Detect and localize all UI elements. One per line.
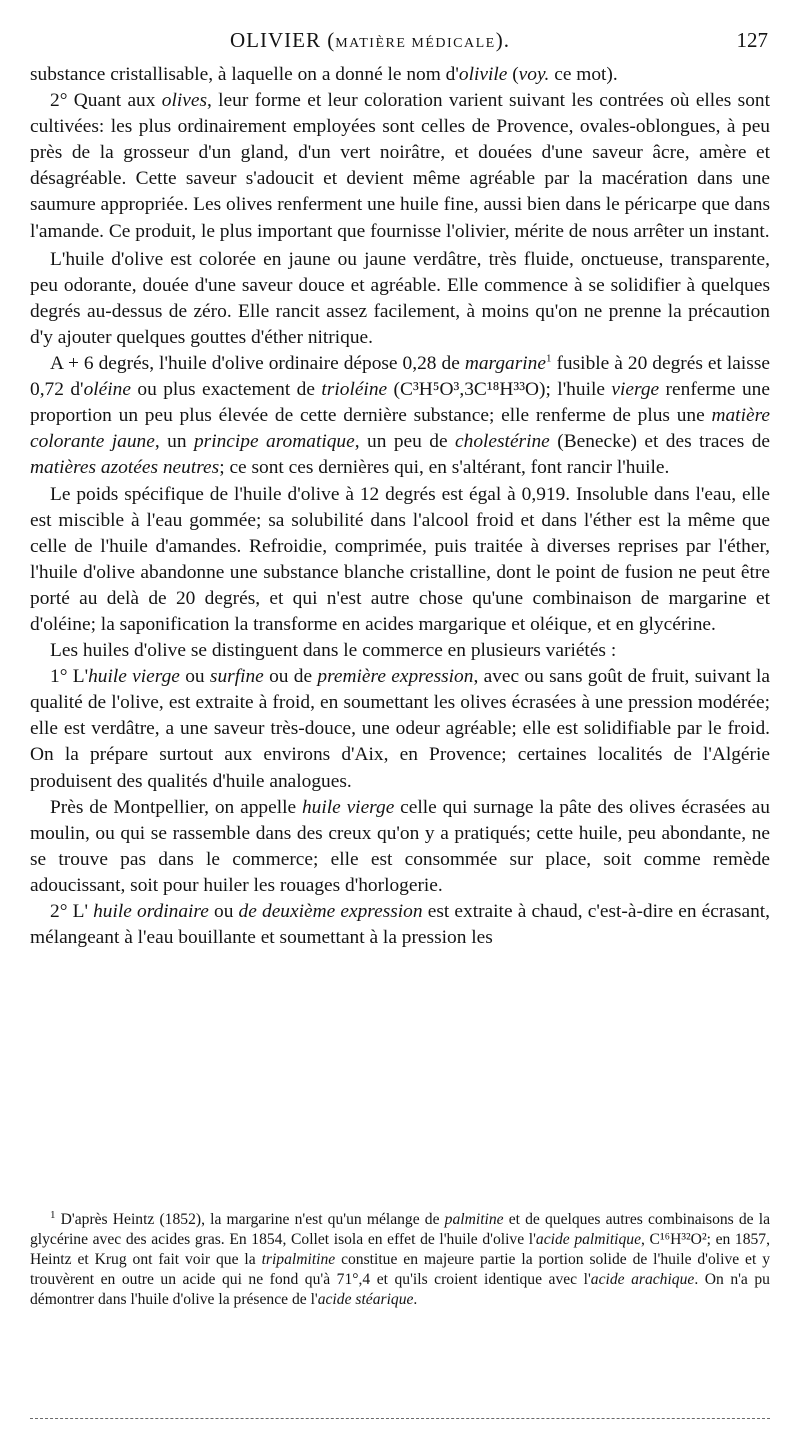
body-text (30, 62, 770, 951)
paragraph-4: A + 6 degrés, l'huile d'olive ordinaire dépose 0,28 de margarine$^1$ fusible à 20 degrés et laisse 0,72 d'oléine ou plus exactement de trioléine (C³H⁵O³,3C¹⁸H³³O); l'huile vierge renferme une proportion un peu plus élevée de cette dernière substance; elle renferme de plus une matière colorante jaune, un principe aromatique, un peu de cholestérine (Benecke) et des traces de matières azotées neutres; ce sont ces dernières qui, en s'altérant, font rancir l'huile. (30, 352, 771, 479)
running-title: OLIVIER (MATIÈRE MÉDICALE). (230, 28, 510, 52)
bottom-dashed-rule (30, 1418, 770, 1419)
page-number: 127 (736, 28, 768, 52)
paragraph-7: 1° L'huile vierge ou surfine ou de première expression, avec ou sans goût de fruit, suivant la qualité de l'olive, est extraite à froid, en soumettant les olives écrasées à une pression modérée; elle est verdâtre, a une saveur très-douce, une odeur agréable; elle est solidifiable par le froid. On la prépare surtout aux environs d'Aix, en Provence; certaines localités de l'Algérie produisent des qualités d'huile analogues. (30, 666, 770, 792)
paragraph-3: L'huile d'olive est colorée en jaune ou jaune verdâtre, très fluide, onctueuse, transparente, peu odorante, douée d'une saveur douce et agréable. Elle commence à se solidifier à quelques degrés au-dessus de zéro. Elle rancit assez facilement, à moins qu'on ne prenne la précaution d'y ajouter quelques gouttes d'éther nitrique. (30, 248, 770, 348)
footnote-marker: 1 (50, 1208, 56, 1221)
paragraph-2: 2° Quant aux olives, leur forme et leur coloration varient suivant les contrées où elles sont cultivées: les plus ordinairement employées sont celles de Provence, ovales-oblongues, à peu près de la grosseur d'un gland, d'un vert noirâtre, et douées d'une saveur âcre, amère et désagréable. Cette saveur s'adoucit et devient même agréable par la macération dans une saumure appropriée. Les olives renferment une huile fine, aussi bien dans le péricarpe que dans l'amande. Ce produit, le plus important que fournisse l'olivier, mérite de nous arrêter un instant. (30, 90, 770, 242)
paragraph-5: Le poids spécifique de l'huile d'olive à 12 degrés est égal à 0,919. Insoluble dans l'eau, elle est miscible à l'eau gommée; sa solubilité dans l'alcool froid et dans l'éther est la même que celle de l'huile d'amandes. Refroidie, comprimée, puis traitée à diverses reprises par l'éther, l'huile d'olive abandonne une substance blanche cristalline, dont le point de fusion ne peut être porté au delà de 20 degrés, et qui n'est autre chose qu'une combinaison de margarine et d'oléine; la saponification la transforme en acides margarique et oléique, et en glycérine. (30, 483, 770, 635)
paragraph-9: 2° L' huile ordinaire ou de deuxième expression est extraite à chaud, c'est-à-dire en écrasant, mélangeant à l'eau bouillante et soumettant à la pression les (30, 901, 771, 949)
running-header (30, 28, 770, 58)
page (30, 0, 770, 1453)
paragraph-1: substance cristallisable, à laquelle on a donné le nom d'olivile (voy. ce mot). (30, 64, 618, 85)
chemical-formula: (C³H⁵O³,3C¹⁸H³³O) (387, 379, 546, 401)
footnote: $^1$ D'après Heintz (1852), la margarine n'est qu'un mélange de palmitine et de quelques autres combinaisons de la glycérine avec des acides gras. En 1854, Collet isola en effet de l'huile d'olive l'acide palmitique, C¹⁶H³²O²; en 1857, Heintz et Krug ont fait voir que la tripalmitine constitue en majeure partie la portion solide de l'huile d'olive et y trouvèrent en outre un acide qui ne fond qu'à 71°,4 et qu'ils croient identique avec l'acide arachique. On n'a pu démontrer dans l'huile d'olive la présence de l'acide stéarique. (30, 1208, 771, 1309)
footnote-ref: 1 (545, 352, 552, 365)
paragraph-8: Près de Montpellier, on appelle huile vierge celle qui surnage la pâte des olives écrasées au moulin, ou qui se rassemble dans des creux qu'on y a pratiqués; cette huile, peu abondante, ne se trouve pas dans le commerce; elle est consommée sur place, soit comme remède adoucissant, soit pour huiler les rouages d'horlogerie. (30, 796, 770, 896)
paragraph-6: Les huiles d'olive se distinguent dans le commerce en plusieurs variétés : (50, 640, 617, 662)
